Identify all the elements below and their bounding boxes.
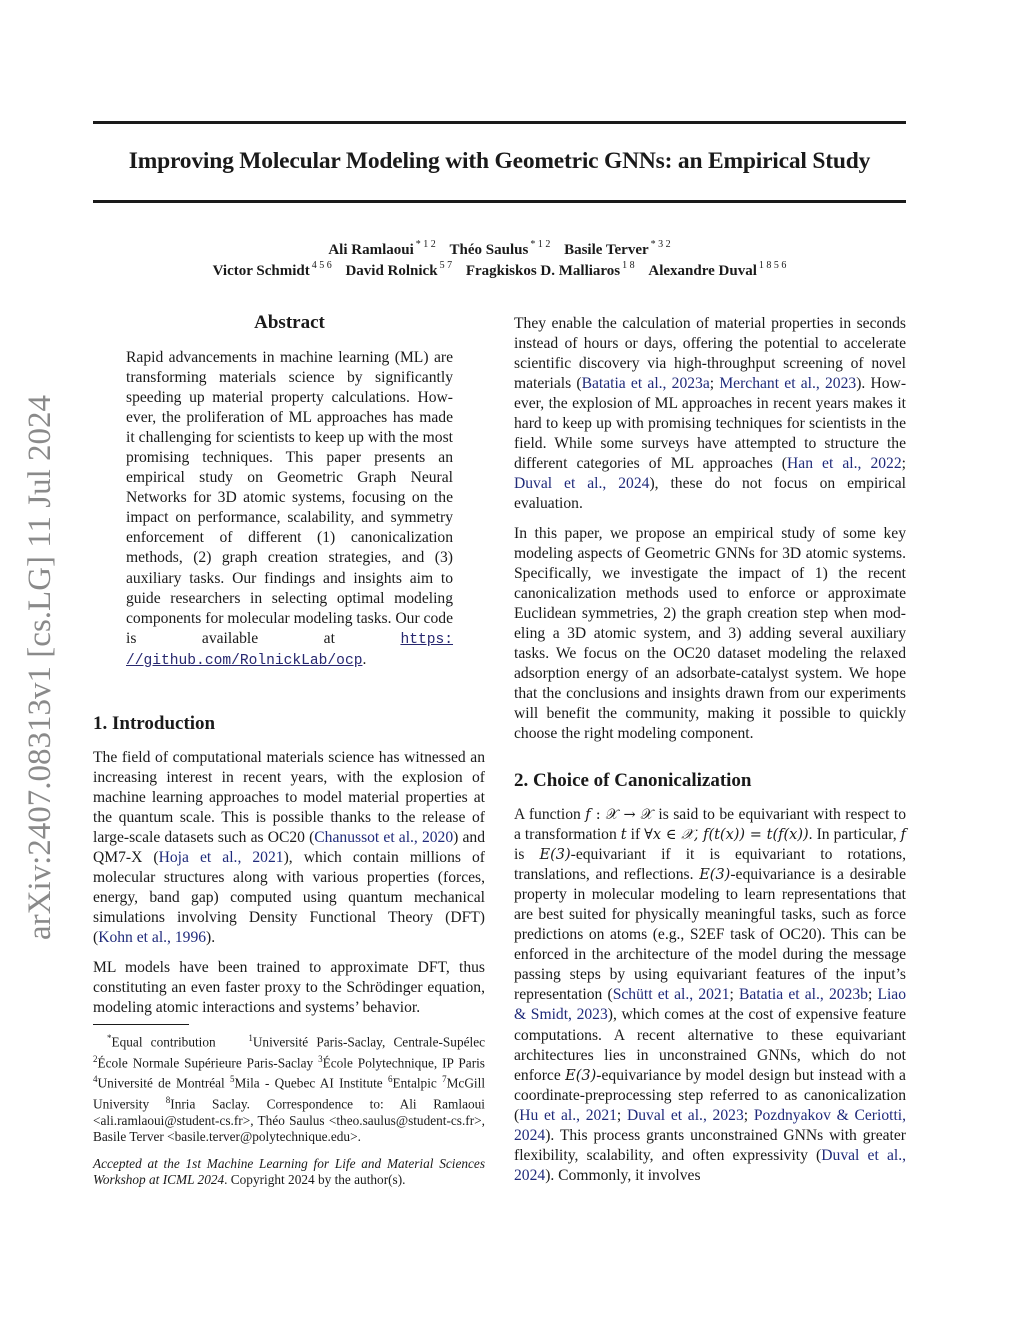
citation-link[interactable]: Kohn et al., 1996 [98, 929, 207, 947]
venue-note: Accepted at the 1st Machine Learning for Life and Material Sciences Workshop at ICML 2024. Copyright 2024 by the author(s). [93, 1156, 485, 1188]
citation-link[interactable]: Liao & Smidt, 2023 [514, 986, 907, 1024]
author: Alexandre Duval $^{1 8 5 6}$ [648, 260, 787, 279]
author: Basile Terver $^{* 3 2}$ [564, 239, 671, 258]
footnote-affiliations: *Equal contribution $^1$Université Paris-Saclay, Centrale-Supélec $^2$École Normale Supérieure Paris-Saclay $^3$École Polytechnique, IP Paris $^4$Université de Montréal $^5$Mila - Quebec AI Institute $^6$Entalpic $^7$McGill University $^8$Inria Saclay. Correspondence to: Ali Ramlaoui <ali.ramlaoui@student-cs.fr>, Théo Saulus <theo.saulus@student-cs.fr>, Basile Terver <basile.terver@polytechnique.edu>. [93, 1033, 486, 1144]
footnote-rule [93, 1024, 189, 1025]
citation-link[interactable]: Duval et al., 2024 [514, 475, 650, 493]
citation-link[interactable]: Hoja et al., 2021 [158, 849, 284, 867]
intro-paragraph-3: They enable the calculation of material properties in seconds instead of hours or days, offering the potential to accelerate scientific discovery via high-throughput screening of novel materials (Batatia et al., 2023a; Merchant et al., 2023). However, the explosion of ML approaches in recent years makes it hard to keep up with promising techniques for scientists in the field. While some surveys have attempted to structure the different categories of ML approaches (Han et al., 2022; Duval et al., 2024), these do not focus on empirical evaluation. [514, 315, 907, 513]
citation-link[interactable]: Schütt et al., 2021 [612, 986, 730, 1004]
citation-link[interactable]: Batatia et al., 2023a [581, 375, 710, 393]
abstract-heading: Abstract [254, 312, 325, 333]
citation-link[interactable]: Hu et al., 2021 [519, 1106, 617, 1124]
author: Ali Ramlaoui $^{* 1 2}$ [328, 239, 436, 258]
canonicalization-paragraph: A function f : 𝒳 → 𝒳 is said to be equivariant with respect to a transformation t if ∀x ∈ 𝒳, f(t(x)) = t(f(x)). In particular, f is E(3)-equivariant if it is equivariant to rotations, translations, and reflections. E(3)-equivariance is a desirable property in molecular modeling to learn representations that are best suited for physically meaningful tasks, such as force predictions on atoms (e.g., S2EF task of OC20). This can be enforced in the architecture of the model during the message passing steps by using equivariant features of the input’s representation (Schütt et al., 2021; Batatia et al., 2023b; Liao & Smidt, 2023), which comes at the cost of expensive feature computations. A recent alternative to these equivariant architectures lies in unconstrained GNNs, which do not enforce E(3)-equivariance by model design but instead with a coordinate-preprocessing step referred to as canonicalization (Hu et al., 2021; Duval et al., 2023; Pozdnyakov & Ceriotti, 2024). This process grants unconstrained GNNs with greater flexibility, scalability, and often expressivity (Duval et al., 2024). Commonly, it involves [514, 806, 907, 1184]
author: Fragkiskos D. Malliaros $^{1 8}$ [465, 260, 635, 279]
title-rule-top [93, 121, 906, 124]
citation-link[interactable]: Batatia et al., 2023b [739, 986, 868, 1004]
abstract-body: Rapid advancements in machine learning (ML) are transforming materials science by significantly speeding up material property calculations. However, the proliferation of ML approaches has made it challenging for scientists to keep up with the most promising techniques. This paper presents an empirical study on Geometric Graph Neural Networks for 3D atomic systems, focusing on the impact on performance, scalability, and symmetry enforcement of different (1) canonicalization methods, (2) graph creation strategies, and (3) auxiliary tasks. Our findings and insights aim to guide researchers in selecting optimal modeling components for molecular modeling tasks. Our code is available at https: //github.com/RolnickLab/ocp. [126, 349, 453, 669]
arxiv-stamp [18, 360, 66, 940]
code-url-link[interactable]: https: //github.com/RolnickLab/ocp [126, 631, 453, 669]
section-heading-introduction: 1. Introduction [93, 713, 216, 734]
citation-link[interactable]: Pozdnyakov & Ceriotti, 2024 [514, 1106, 907, 1144]
citation-link[interactable]: Duval et al., 2024 [514, 1146, 906, 1184]
author: Théo Saulus $^{* 1 2}$ [449, 239, 551, 258]
citation-link[interactable]: Han et al., 2022 [787, 455, 902, 473]
author-line-2 [93, 256, 906, 282]
citation-link[interactable]: Duval et al., 2023 [626, 1106, 744, 1124]
citation-link[interactable]: Merchant et al., 2023 [719, 375, 857, 393]
citation-link[interactable]: Chanussot et al., 2020 [314, 829, 454, 847]
correspondence: Correspondence to: Ali Ramlaoui <ali.ramlaoui@student-cs.fr>, Théo Saulus <theo.saulus@student-cs.fr>, Basile Terver <basile.terver@polytechnique.edu>. [93, 1096, 485, 1144]
intro-paragraph-1: The field of computational materials science has witnessed an increasing interest in recent years, with the explosion of machine learning approaches to model material properties at the quantum scale. This is possible thanks to the release of large-scale datasets such as OC20 (Chanussot et al., 2020) and QM7-X (Hoja et al., 2021), which contain millions of molecular structures along with various properties (forces, energy, band gap) computed using quantum mechanical simulations involving Density Functional Theory (DFT) (Kohn et al., 1996). [93, 749, 485, 947]
author: Victor Schmidt $^{4 5 6}$ [212, 260, 332, 279]
intro-paragraph-4: In this paper, we propose an empirical study of some key modeling aspects of Geometric GNNs for 3D atomic systems. Specifically, we investigate the impact of 1) the recent canonicalization methods used to enforce or approximate Euclidean symmetries, 2) the graph creation step when modeling a 3D atomic system, and 3) adding several auxiliary tasks. We focus on the OC20 dataset modeling the relaxed adsorption energy of an adsorbate-catalyst system. We hope that the conclusions and insights drawn from our experiments will benefit the community, making it possible to quickly choose the right modeling component. [514, 525, 906, 743]
title-rule-bottom [93, 200, 906, 203]
section-heading-canonicalization: 2. Choice of Canonicalization [514, 770, 752, 791]
paper-title: Improving Molecular Modeling with Geometric GNNs: an Empirical Study [128, 148, 871, 174]
author: David Rolnick $^{5 7}$ [345, 260, 453, 279]
intro-paragraph-2: ML models have been trained to approximate DFT, thus constituting an even faster proxy to the Schrödinger equation, modeling atomic interactions and systems’ behavior. [93, 959, 485, 1017]
arxiv-stamp-text: arXiv:2407.08313v1 [cs.LG] 11 Jul 2024 [22, 394, 58, 940]
